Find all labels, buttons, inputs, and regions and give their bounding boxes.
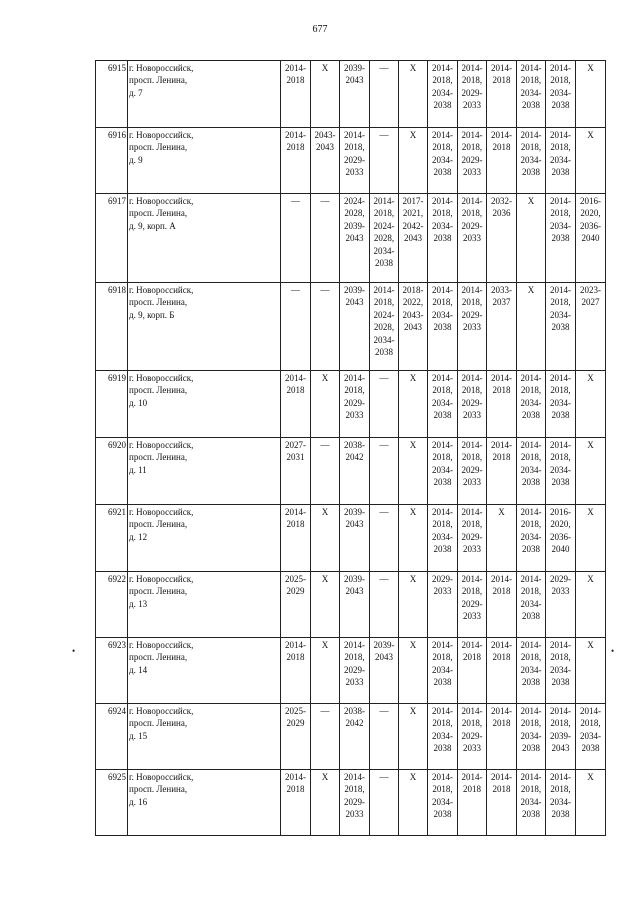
period-cell: 2014- 2018, 2039- 2043: [546, 704, 576, 770]
period-cell: 2018- 2022, 2043- 2043: [399, 283, 428, 371]
period-cell: —: [311, 194, 340, 283]
period-cell: 2039- 2043: [340, 505, 370, 572]
margin-mark-left: •: [72, 646, 76, 656]
table-row: [96, 128, 606, 194]
period-cell: —: [370, 770, 399, 836]
period-cell: 2014- 2018, 2034- 2038: [428, 704, 458, 770]
register-table: [95, 60, 606, 836]
period-cell: X: [576, 505, 606, 572]
period-cell: X: [399, 505, 428, 572]
period-cell: X: [576, 371, 606, 438]
address-line: д. 16: [129, 796, 148, 807]
address-line: г. Новороссийск,: [129, 507, 194, 517]
period-cell: 2014- 2018, 2034- 2038: [517, 704, 546, 770]
period-cell: X: [311, 770, 340, 836]
period-cell: 2014- 2018, 2034- 2038: [546, 638, 576, 704]
table-row: [96, 638, 606, 704]
period-cell: 2025- 2029: [281, 704, 311, 770]
period-cell: 2014- 2018, 2034- 2038: [517, 505, 546, 572]
period-cell: X: [399, 770, 428, 836]
period-cell: —: [281, 194, 311, 283]
address-line: д. 7: [129, 87, 143, 98]
address-cell: [128, 128, 281, 194]
period-cell: X: [576, 770, 606, 836]
period-cell: 2023- 2027: [576, 283, 606, 371]
period-cell: 2014- 2018, 2034- 2038: [546, 283, 576, 371]
table-row: [96, 61, 606, 128]
address-line: д. 9, корп. А: [129, 220, 176, 231]
period-cell: 2014- 2018: [281, 770, 311, 836]
period-cell: 2014- 2018, 2034- 2038: [428, 438, 458, 505]
period-cell: 2014- 2018, 2029- 2033: [458, 438, 487, 505]
period-cell: X: [576, 61, 606, 128]
address-line: г. Новороссийск,: [129, 373, 194, 383]
address-line: д. 9: [129, 154, 143, 165]
period-cell: 2039- 2043: [340, 61, 370, 128]
register-table-body: [96, 61, 606, 836]
period-cell: 2014- 2018, 2029- 2033: [340, 638, 370, 704]
address-cell: [128, 371, 281, 438]
address-line: г. Новороссийск,: [129, 285, 194, 295]
address-line: просп. Ленина,: [129, 385, 188, 396]
period-cell: 2014- 2018: [487, 770, 517, 836]
period-cell: 2014- 2018, 2034- 2038: [576, 704, 606, 770]
address-line: просп. Ленина,: [129, 142, 188, 153]
period-cell: 2043- 2043: [311, 128, 340, 194]
period-cell: X: [311, 572, 340, 638]
period-cell: —: [311, 704, 340, 770]
table-row: [96, 572, 606, 638]
period-cell: 2014- 2018, 2034- 2038: [428, 194, 458, 283]
period-cell: 2014- 2018, 2034- 2038: [428, 61, 458, 128]
period-cell: X: [517, 194, 546, 283]
period-cell: —: [370, 371, 399, 438]
margin-mark-right: •: [611, 646, 615, 656]
period-cell: X: [576, 572, 606, 638]
period-cell: 2014- 2018: [281, 61, 311, 128]
table-row: [96, 704, 606, 770]
period-cell: —: [370, 505, 399, 572]
period-cell: 2014- 2018, 2034- 2038: [428, 505, 458, 572]
period-cell: X: [399, 438, 428, 505]
period-cell: 2014- 2018, 2034- 2038: [546, 128, 576, 194]
period-cell: 2014- 2018: [281, 371, 311, 438]
period-cell: 2014- 2018: [487, 128, 517, 194]
address-cell: [128, 638, 281, 704]
row-number: 6921: [96, 505, 128, 572]
period-cell: 2027- 2031: [281, 438, 311, 505]
period-cell: 2039- 2043: [340, 572, 370, 638]
period-cell: X: [399, 572, 428, 638]
period-cell: 2014- 2018, 2034- 2038: [546, 61, 576, 128]
address-line: д. 12: [129, 531, 148, 542]
row-number: 6920: [96, 438, 128, 505]
row-number: 6916: [96, 128, 128, 194]
period-cell: 2014- 2018: [487, 704, 517, 770]
period-cell: 2014- 2018: [487, 438, 517, 505]
period-cell: 2014- 2018, 2034- 2038: [517, 572, 546, 638]
address-line: просп. Ленина,: [129, 652, 188, 663]
period-cell: 2014- 2018, 2029- 2033: [340, 128, 370, 194]
period-cell: 2014- 2018, 2034- 2038: [517, 61, 546, 128]
period-cell: —: [311, 438, 340, 505]
period-cell: X: [517, 283, 546, 371]
period-cell: 2014- 2018, 2029- 2033: [458, 371, 487, 438]
period-cell: 2014- 2018: [281, 638, 311, 704]
address-line: г. Новороссийск,: [129, 706, 194, 716]
period-cell: 2014- 2018, 2034- 2038: [546, 770, 576, 836]
period-cell: 2024- 2028, 2039- 2043: [340, 194, 370, 283]
table-row: [96, 283, 606, 371]
address-line: д. 13: [129, 598, 148, 609]
address-line: просп. Ленина,: [129, 718, 188, 729]
period-cell: 2014- 2018, 2034- 2038: [517, 371, 546, 438]
period-cell: 2014- 2018, 2034- 2038: [517, 438, 546, 505]
address-cell: [128, 770, 281, 836]
address-line: д. 14: [129, 664, 148, 675]
period-cell: X: [399, 61, 428, 128]
row-number: 6919: [96, 371, 128, 438]
period-cell: —: [281, 283, 311, 371]
address-line: г. Новороссийск,: [129, 440, 194, 450]
address-line: г. Новороссийск,: [129, 772, 194, 782]
period-cell: 2014- 2018, 2029- 2033: [340, 770, 370, 836]
address-cell: [128, 194, 281, 283]
row-number: 6915: [96, 61, 128, 128]
period-cell: 2038- 2042: [340, 438, 370, 505]
address-cell: [128, 505, 281, 572]
table-row: [96, 371, 606, 438]
period-cell: —: [370, 61, 399, 128]
address-line: д. 15: [129, 730, 148, 741]
period-cell: 2014- 2018, 2034- 2038: [517, 128, 546, 194]
address-line: г. Новороссийск,: [129, 574, 194, 584]
period-cell: X: [487, 505, 517, 572]
row-number: 6924: [96, 704, 128, 770]
period-cell: 2014- 2018, 2029- 2033: [458, 128, 487, 194]
table-row: [96, 770, 606, 836]
period-cell: —: [370, 438, 399, 505]
period-cell: 2014- 2018, 2034- 2038: [517, 638, 546, 704]
period-cell: X: [311, 371, 340, 438]
period-cell: X: [399, 371, 428, 438]
address-cell: [128, 704, 281, 770]
period-cell: 2025- 2029: [281, 572, 311, 638]
row-number: 6925: [96, 770, 128, 836]
period-cell: 2014- 2018, 2034- 2038: [546, 438, 576, 505]
period-cell: 2029- 2033: [428, 572, 458, 638]
row-number: 6917: [96, 194, 128, 283]
address-line: просп. Ленина,: [129, 75, 188, 86]
period-cell: 2032- 2036: [487, 194, 517, 283]
address-cell: [128, 61, 281, 128]
period-cell: —: [311, 283, 340, 371]
period-cell: 2014- 2018, 2034- 2038: [428, 638, 458, 704]
page-number: 677: [312, 24, 328, 35]
address-line: д. 11: [129, 464, 147, 475]
period-cell: 2014- 2018: [487, 638, 517, 704]
period-cell: 2014- 2018, 2034- 2038: [517, 770, 546, 836]
period-cell: 2014- 2018, 2034- 2038: [428, 371, 458, 438]
period-cell: 2014- 2018: [487, 572, 517, 638]
period-cell: 2014- 2018: [487, 61, 517, 128]
period-cell: 2038- 2042: [340, 704, 370, 770]
period-cell: 2014- 2018: [487, 371, 517, 438]
period-cell: 2014- 2018, 2034- 2038: [546, 194, 576, 283]
period-cell: —: [370, 128, 399, 194]
period-cell: X: [399, 128, 428, 194]
address-line: просп. Ленина,: [129, 297, 188, 308]
period-cell: X: [311, 505, 340, 572]
address-line: д. 10: [129, 397, 148, 408]
address-cell: [128, 438, 281, 505]
period-cell: —: [370, 572, 399, 638]
period-cell: 2014- 2018, 2034- 2038: [546, 371, 576, 438]
period-cell: 2014- 2018, 2024- 2028, 2034- 2038: [370, 283, 399, 371]
address-line: г. Новороссийск,: [129, 196, 194, 206]
period-cell: 2014- 2018: [281, 505, 311, 572]
table-row: [96, 505, 606, 572]
address-line: просп. Ленина,: [129, 784, 188, 795]
address-line: просп. Ленина,: [129, 452, 188, 463]
table-row: [96, 438, 606, 505]
period-cell: 2014- 2018, 2034- 2038: [428, 770, 458, 836]
table-row: [96, 194, 606, 283]
period-cell: 2014- 2018, 2029- 2033: [458, 283, 487, 371]
period-cell: 2014- 2018: [458, 638, 487, 704]
period-cell: X: [576, 128, 606, 194]
address-line: просп. Ленина,: [129, 208, 188, 219]
period-cell: X: [399, 704, 428, 770]
address-line: просп. Ленина,: [129, 519, 188, 530]
period-cell: 2014- 2018, 2029- 2033: [340, 371, 370, 438]
period-cell: X: [576, 638, 606, 704]
period-cell: X: [399, 638, 428, 704]
period-cell: 2029- 2033: [546, 572, 576, 638]
period-cell: 2014- 2018: [458, 770, 487, 836]
period-cell: 2014- 2018, 2029- 2033: [458, 572, 487, 638]
period-cell: 2014- 2018, 2029- 2033: [458, 505, 487, 572]
period-cell: 2014- 2018, 2034- 2038: [428, 283, 458, 371]
period-cell: 2016- 2020, 2036- 2040: [576, 194, 606, 283]
address-line: г. Новороссийск,: [129, 130, 194, 140]
period-cell: 2033- 2037: [487, 283, 517, 371]
address-line: просп. Ленина,: [129, 586, 188, 597]
period-cell: 2014- 2018: [281, 128, 311, 194]
period-cell: —: [370, 704, 399, 770]
period-cell: 2014- 2018, 2029- 2033: [458, 704, 487, 770]
row-number: 6918: [96, 283, 128, 371]
period-cell: 2039- 2043: [370, 638, 399, 704]
address-cell: [128, 283, 281, 371]
period-cell: 2016- 2020, 2036- 2040: [546, 505, 576, 572]
period-cell: 2014- 2018, 2029- 2033: [458, 194, 487, 283]
period-cell: 2014- 2018, 2034- 2038: [428, 128, 458, 194]
address-line: г. Новороссийск,: [129, 63, 194, 73]
address-line: д. 9, корп. Б: [129, 309, 175, 320]
period-cell: 2014- 2018, 2024- 2028, 2034- 2038: [370, 194, 399, 283]
period-cell: X: [311, 61, 340, 128]
period-cell: X: [311, 638, 340, 704]
period-cell: 2017- 2021, 2042- 2043: [399, 194, 428, 283]
period-cell: X: [576, 438, 606, 505]
row-number: 6922: [96, 572, 128, 638]
period-cell: 2039- 2043: [340, 283, 370, 371]
address-cell: [128, 572, 281, 638]
address-line: г. Новороссийск,: [129, 640, 194, 650]
row-number: 6923: [96, 638, 128, 704]
period-cell: 2014- 2018, 2029- 2033: [458, 61, 487, 128]
